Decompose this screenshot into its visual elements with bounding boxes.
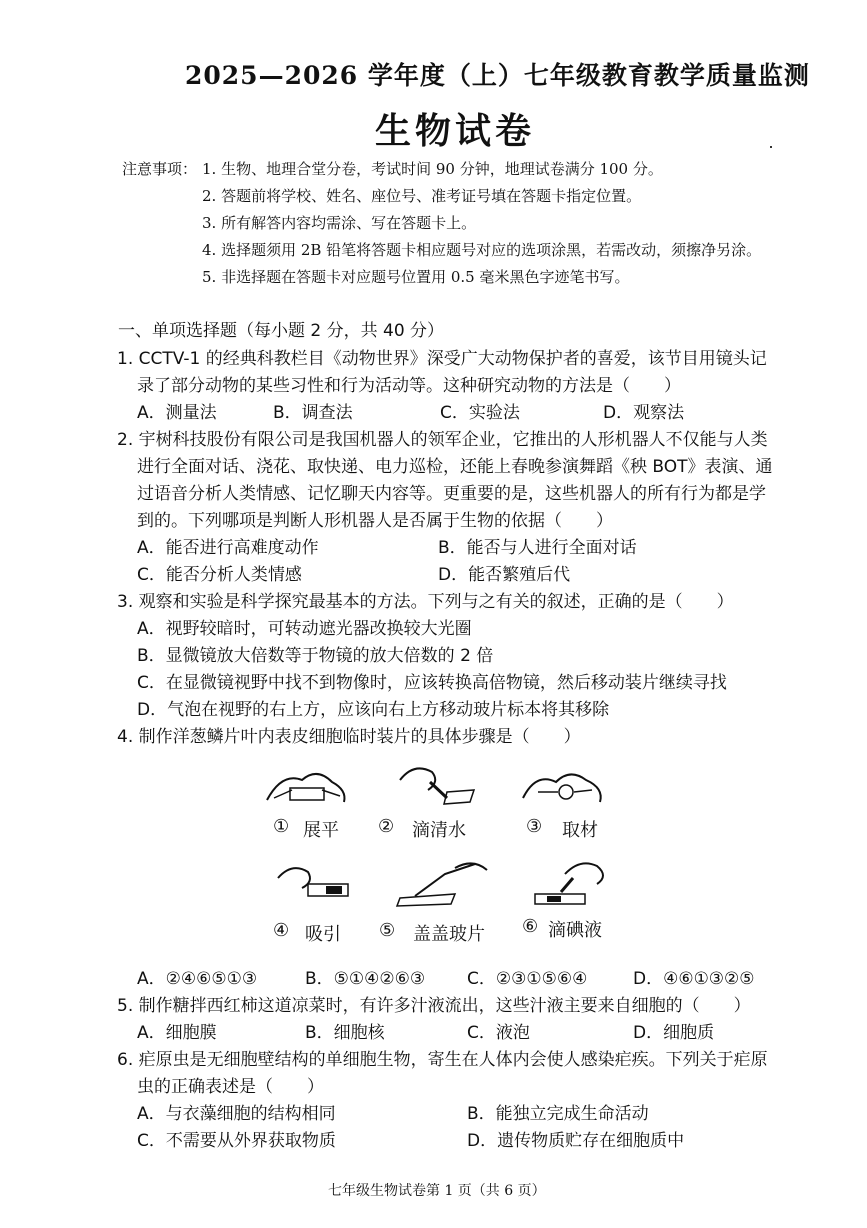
question-2-line-4: 到的。下列哪项是判断人形机器人是否属于生物的依据（ ）: [137, 511, 613, 531]
exam-subject: 生物试卷: [375, 110, 536, 152]
q2-option-c: C．能否分析人类情感: [137, 565, 302, 585]
step-water-illustration: [392, 762, 482, 812]
section-heading: 一、单项选择题（每小题 2 分，共 40 分）: [118, 321, 445, 341]
q3-option-c: C．在显微镜视野中找不到物像时，应该转换高倍物镜，然后移动装片继续寻找: [137, 673, 727, 693]
q4-option-b: B．⑤①④②⑥③: [305, 969, 426, 989]
fig-3-number: ③: [526, 816, 543, 837]
q6-option-c: C．不需要从外界获取物质: [137, 1131, 336, 1151]
q4-option-a: A．②④⑥⑤①③: [137, 969, 258, 989]
fig-2-label: 滴清水: [412, 820, 466, 841]
q1-option-d: D．观察法: [603, 403, 685, 423]
q6-option-a: A．与衣藻细胞的结构相同: [137, 1104, 336, 1124]
fig-6-number: ⑥: [522, 916, 539, 937]
question-5-line-1: 5. 制作糖拌西红柿这道凉菜时，有许多汁液流出，这些汁液主要来自细胞的（ ）: [117, 996, 751, 1016]
q5-option-b: B．细胞核: [305, 1023, 385, 1043]
question-2-line-1: 2. 宇树科技股份有限公司是我国机器人的领军企业，它推出的人形机器人不仅能与人类: [117, 430, 768, 450]
q3-option-a: A．视野较暗时，可转动遮光器改换较大光圈: [137, 619, 472, 639]
fig-3-label: 取材: [562, 820, 598, 841]
q4-option-d: D．④⑥①③②⑤: [633, 969, 755, 989]
q6-option-d: D．遗传物质贮存在细胞质中: [467, 1131, 685, 1151]
notice-item-2: 2. 答题前将学校、姓名、座位号、准考证号填在答题卡指定位置。: [202, 187, 642, 205]
step-iodine-illustration: [525, 858, 615, 908]
q2-option-a: A．能否进行高难度动作: [137, 538, 319, 558]
q5-option-c: C．液泡: [467, 1023, 530, 1043]
speck: [770, 146, 772, 148]
q4-option-c: C．②③①⑤⑥④: [467, 969, 588, 989]
q2-option-b: B．能否与人进行全面对话: [438, 538, 637, 558]
question-1-line-2: 录了部分动物的某些习性和行为活动等。这种研究动物的方法是（ ）: [137, 376, 681, 396]
q3-option-b: B．显微镜放大倍数等于物镜的放大倍数的 2 倍: [137, 646, 494, 666]
q5-option-a: A．细胞膜: [137, 1023, 217, 1043]
fig-2-number: ②: [378, 816, 395, 837]
q1-option-c: C．实验法: [440, 403, 520, 423]
notice-item-4: 4. 选择题须用 2B 铅笔将答题卡相应题号对应的选项涂黑，若需改动，须擦净另涂。: [202, 241, 762, 259]
question-6-line-2: 虫的正确表述是（ ）: [137, 1077, 324, 1097]
fig-6-label: 滴碘液: [548, 920, 602, 941]
question-6-line-1: 6. 疟原虫是无细胞壁结构的单细胞生物，寄生在人体内会使人感染疟疾。下列关于疟原: [117, 1050, 768, 1070]
question-4-line-1: 4. 制作洋葱鳞片叶内表皮细胞临时装片的具体步骤是（ ）: [117, 727, 581, 747]
step-absorb-illustration: [272, 858, 362, 908]
step-cover-slip-illustration: [395, 858, 495, 908]
fig-5-label: 盖盖玻片: [413, 924, 485, 945]
fig-5-number: ⑤: [379, 920, 396, 941]
step-spread-illustration: [262, 762, 352, 812]
notice-item-3: 3. 所有解答内容均需涂、写在答题卡上。: [202, 214, 477, 232]
q2-option-d: D．能否繁殖后代: [438, 565, 571, 585]
question-3-line-1: 3. 观察和实验是科学探究最基本的方法。下列与之有关的叙述，正确的是（ ）: [117, 592, 734, 612]
question-1-line-1: 1. CCTV-1 的经典科教栏目《动物世界》深受广大动物保护者的喜爱，该节目用镜头记: [117, 349, 767, 369]
question-2-line-3: 过语音分析人类情感、记忆聊天内容等。更重要的是，这些机器人的所有行为都是学: [137, 484, 766, 504]
notice-item-5: 5. 非选择题在答题卡对应题号位置用 0.5 毫米黑色字迹笔书写。: [202, 268, 630, 286]
q1-option-b: B．调查法: [273, 403, 353, 423]
fig-1-label: 展平: [303, 820, 339, 841]
fig-1-number: ①: [273, 816, 290, 837]
fig-4-number: ④: [273, 920, 290, 941]
question-2-line-2: 进行全面对话、浇花、取快递、电力巡检，还能上春晚参演舞蹈《秧 BOT》表演、通: [137, 457, 773, 477]
page-footer: 七年级生物试卷第 1 页（共 6 页）: [328, 1183, 546, 1199]
notice-item-1: 1. 生物、地理合堂分卷，考试时间 90 分钟，地理试卷满分 100 分。: [202, 160, 663, 178]
fig-4-label: 吸引: [305, 924, 341, 945]
step-take-material-illustration: [518, 762, 608, 812]
q1-option-a: A．测量法: [137, 403, 217, 423]
exam-title: 2025—2026 学年度（上）七年级教育教学质量监测: [185, 61, 810, 90]
q3-option-d: D．气泡在视野的右上方，应该向右上方移动玻片标本将其移除: [137, 700, 610, 720]
notice-label: 注意事项：: [122, 160, 198, 178]
q5-option-d: D．细胞质: [633, 1023, 715, 1043]
q6-option-b: B．能独立完成生命活动: [467, 1104, 649, 1124]
